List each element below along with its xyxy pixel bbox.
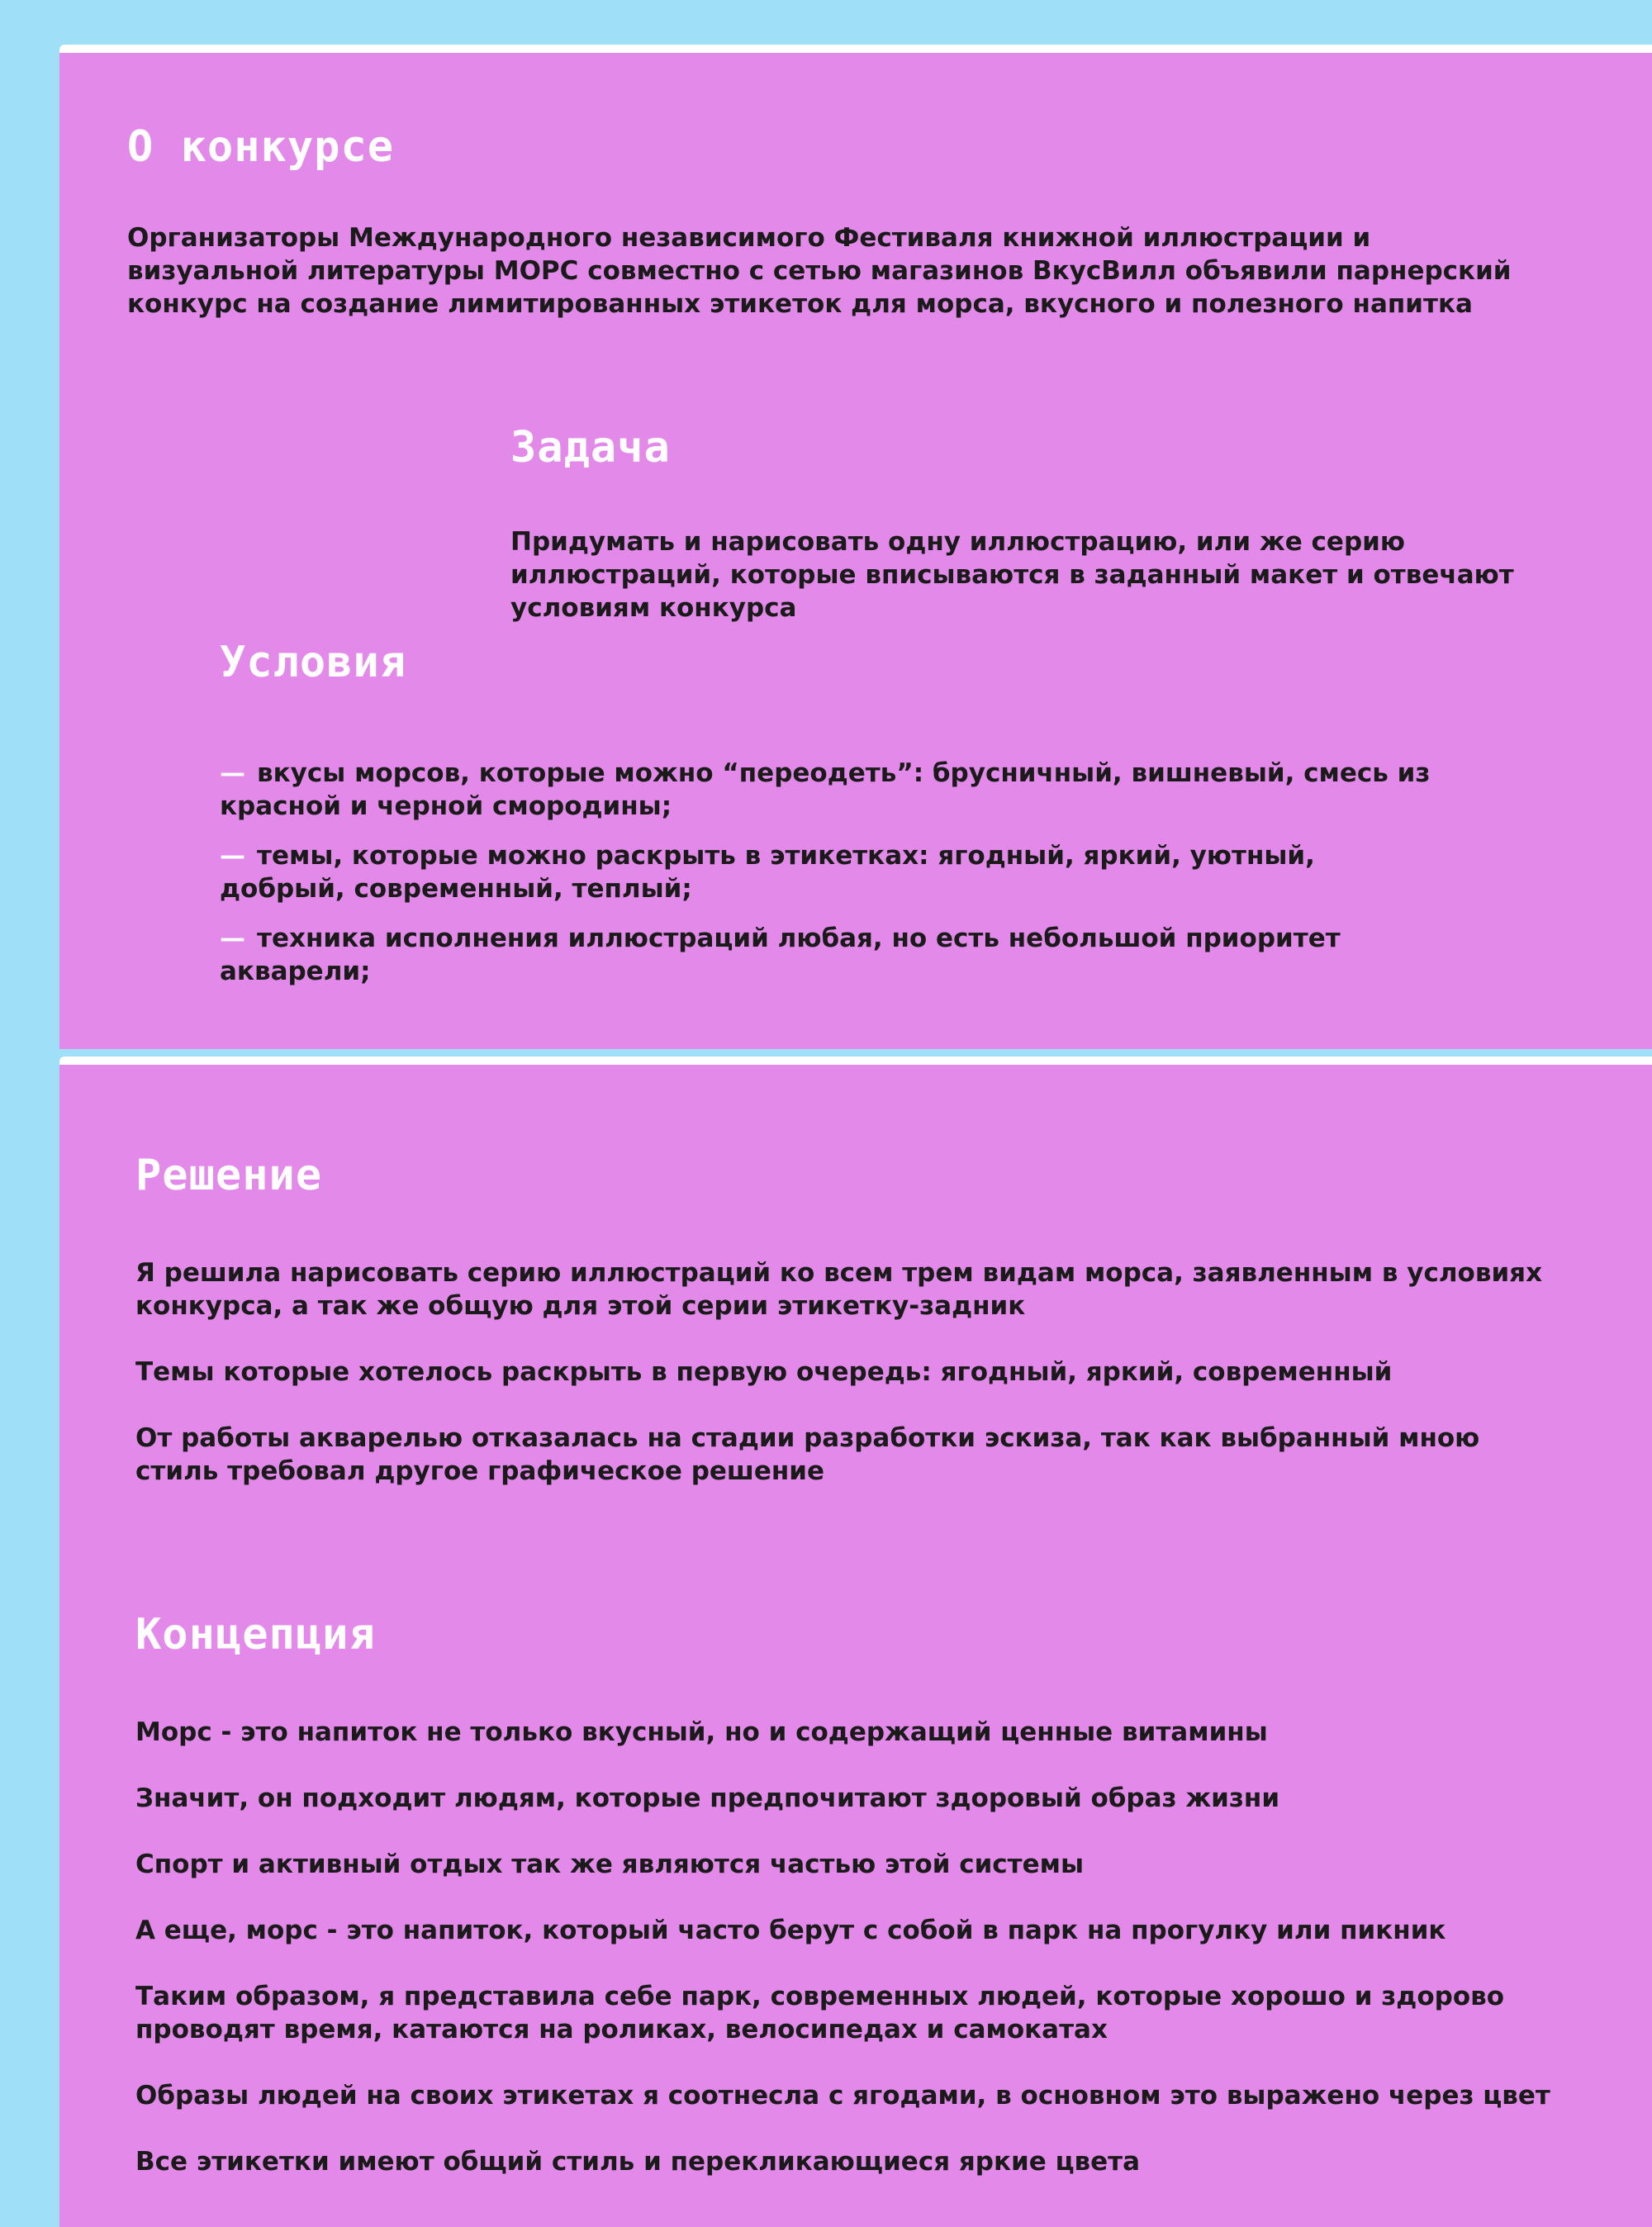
about-panel xyxy=(59,45,1652,1049)
solution-paragraph: Темы которые хотелось раскрыть в первую очередь: ягодный, яркий, современный xyxy=(135,1357,1393,1387)
solution-paragraph: От работы акварелью отказалась на стадии разработки эскиза, так как выбранный мною стиль требовал другое графическое решение xyxy=(135,1423,1480,1486)
task-title: Задача xyxy=(510,423,671,472)
concept-paragraph: Все этикетки имеют общий стиль и перекликающиеся яркие цвета xyxy=(135,2147,1141,2177)
concept-paragraph: Таким образом, я представила себе парк, современных людей, которые хорошо и здорово проводят время, катаются на роликах, велосипедах и самокатах xyxy=(135,1982,1505,2044)
condition-item: — вкусы морсов, которые можно “переодеть”: брусничный, вишневый, смесь из красной и черной смородины; xyxy=(220,758,1431,821)
concept-paragraph: Спорт и активный отдых так же являются частью этой системы xyxy=(135,1850,1085,1879)
about-title: О конкурсе xyxy=(127,122,395,172)
concept-paragraph: Морс - это напиток не только вкусный, но и содержащий ценные витамины xyxy=(135,1717,1268,1747)
solution-title: Решение xyxy=(135,1151,323,1200)
about-text: Организаторы Международного независимого Фестиваля книжной иллюстрации и визуальной литературы МОРС совместно с сетью магазинов ВкусВилл объявили парнерский конкурс на создание лимитированных этикеток для морса, вкусного и полезного напитка xyxy=(127,223,1512,319)
solution-panel xyxy=(59,1057,1652,2227)
task-text: Придумать и нарисовать одну иллюстрацию, или же серию иллюстраций, которые вписываются в заданный макет и отвечают условиям конкурса xyxy=(510,527,1514,623)
dash-marker: — xyxy=(220,841,245,871)
dash-marker: — xyxy=(220,924,245,953)
condition-item: — техника исполнения иллюстраций любая, но есть небольшой приоритет акварели; xyxy=(220,924,1341,986)
concept-paragraph: А еще, морс - это напиток, который часто берут с собой в парк на прогулку или пикник xyxy=(135,1916,1446,1945)
concept-paragraph: Образы людей на своих этикетах я соотнесла с ягодами, в основном это выражено через цвет xyxy=(135,2081,1550,2111)
conditions-title: Условия xyxy=(220,638,407,687)
condition-item: — темы, которые можно раскрыть в этикетках: ягодный, яркий, уютный, добрый, современный, теплый; xyxy=(220,841,1315,904)
solution-paragraph: Я решила нарисовать серию иллюстраций ко всем трем видам морса, заявленным в условиях конкурса, а так же общую для этой серии этикетку-задник xyxy=(135,1258,1543,1321)
conditions-list xyxy=(220,757,1442,1004)
dash-marker: — xyxy=(220,758,245,788)
concept-title: Концепция xyxy=(135,1610,376,1660)
concept-paragraph: Значит, он подходит людям, которые предпочитают здоровый образ жизни xyxy=(135,1783,1280,1813)
